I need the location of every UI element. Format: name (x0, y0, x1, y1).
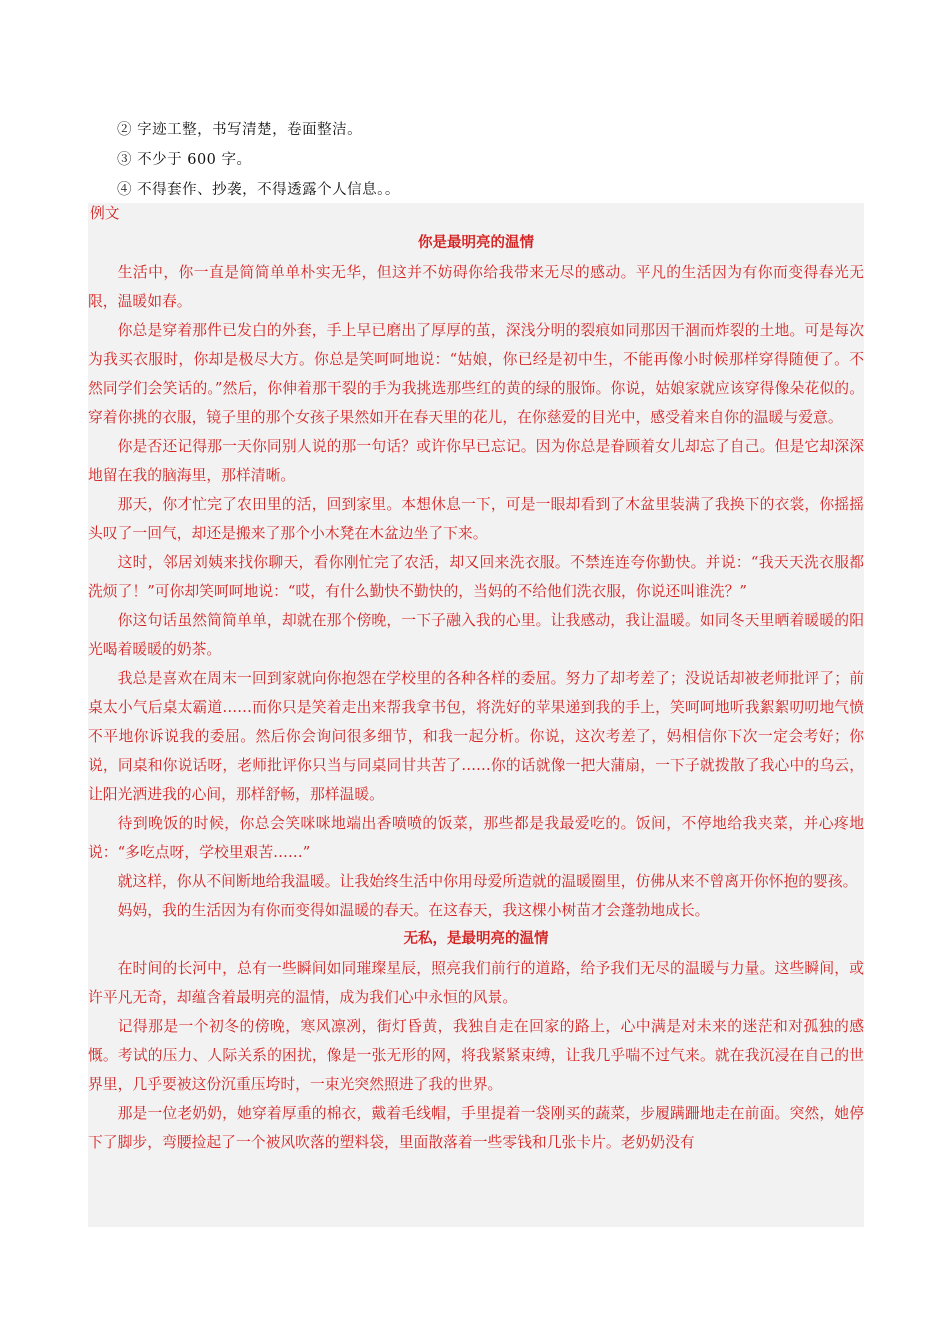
sample-essay-label: 例文 (90, 205, 120, 222)
essay-paragraph: 你总是穿着那件已发白的外套，手上早已磨出了厚厚的茧，深浅分明的裂痕如同那因干涸而炸裂的土地。可是每次为我买衣服时，你却是极尽大方。你总是笑呵呵地说：“姑娘，你已经是初中生，不能再像小时候那样穿得随便了。不然同学们会笑话的。”然后，你伸着那干裂的手为我挑选那些红的黄的绿的服饰。你说，姑娘家就应该穿得像朵花似的。穿着你挑的衣服，镜子里的那个女孩子果然如开在春天里的花儿，在你慈爱的目光中，感受着来自你的温暖与爱意。 (88, 322, 864, 426)
essay-paragraph: 妈妈，我的生活因为有你而变得如温暖的春天。在这春天，我这棵小树苗才会蓬勃地成长。 (117, 902, 710, 919)
essay-paragraph: 那是一位老奶奶，她穿着厚重的棉衣，戴着毛线帽，手里提着一袋刚买的蔬菜，步履蹒跚地走在前面。突然，她停下了脚步，弯腰捡起了一个被风吹落的塑料袋，里面散落着一些零钱和几张卡片。老奶奶没有 (88, 1105, 864, 1151)
essay-title: 你是最明亮的温情 (418, 235, 534, 251)
sample-essay-box (88, 203, 864, 1227)
essay-paragraph: 就这样，你从不间断地给我温暖。让我始终生活中你用母爱所造就的温暖圈里，仿佛从来不曾离开你怀抱的婴孩。 (117, 873, 858, 890)
essay-paragraph: 你这句话虽然简简单单，却就在那个傍晚，一下子融入我的心里。让我感动，我让温暖。如同冬天里晒着暖暖的阳光喝着暖暖的奶茶。 (88, 612, 864, 658)
essay-paragraph: 记得那是一个初冬的傍晚，寒风凛冽，街灯昏黄，我独自走在回家的路上，心中满是对未来的迷茫和对孤独的感慨。考试的压力、人际关系的困扰，像是一张无形的网，将我紧紧束缚，让我几乎喘不过气来。就在我沉浸在自己的世界里，几乎要被这份沉重压垮时，一束光突然照进了我的世界。 (88, 1018, 864, 1093)
essay-paragraph: 在时间的长河中，总有一些瞬间如同璀璨星辰，照亮我们前行的道路，给予我们无尽的温暖与力量。这些瞬间，或许平凡无奇，却蕴含着最明亮的温情，成为我们心中永恒的风景。 (88, 960, 864, 1006)
essay-title: 无私，是最明亮的温情 (403, 931, 549, 947)
essay-paragraph: 我总是喜欢在周末一回到家就向你抱怨在学校里的各种各样的委屈。努力了却考差了；没说话却被老师批评了；前桌太小气后桌太霸道……而你只是笑着走出来帮我拿书包，将洗好的苹果递到我的手上，笑呵呵地听我絮絮叨叨地气愤不平地你诉说我的委屈。然后你会询问很多细节，和我一起分析。你说，这次考差了，妈相信你下次一定会考好；你说，同桌和你说话呀，老师批评你只当与同桌同甘共苦了……你的话就像一把大蒲扇，一下子就拨散了我心中的乌云，让阳光洒进我的心间，那样舒畅，那样温暖。 (88, 670, 864, 803)
essay-paragraph: 你是否还记得那一天你同别人说的那一句话？或许你早已忘记。因为你总是眷顾着女儿却忘了自己。但是它却深深地留在我的脑海里，那样清晰。 (88, 438, 864, 484)
requirement-item: ④ 不得套作、抄袭，不得透露个人信息。。 (117, 182, 400, 198)
essay-paragraph: 生活中，你一直是简简单单朴实无华，但这并不妨碍你给我带来无尽的感动。平凡的生活因为有你而变得春光无限，温暖如春。 (88, 264, 864, 310)
essay-paragraph: 这时，邻居刘姨来找你聊天，看你刚忙完了农活，却又回来洗衣服。不禁连连夸你勤快。并说：“我天天洗衣服都洗烦了！”可你却笑呵呵地说：“哎，有什么勤快不勤快的，当妈的不给他们洗衣服，你说还叫谁洗？” (88, 554, 864, 600)
requirement-item: ② 字迹工整，书写清楚，卷面整洁。 (117, 122, 363, 138)
essay-paragraph: 待到晚饭的时候，你总会笑咪咪地端出香喷喷的饭菜，那些都是我最爱吃的。饭间，不停地给我夹菜，并心疼地说：“多吃点呀，学校里艰苦……” (88, 815, 864, 861)
essay-paragraph: 那天，你才忙完了农田里的活，回到家里。本想休息一下，可是一眼却看到了木盆里装满了我换下的衣裳，你摇摇头叹了一回气，却还是搬来了那个小木凳在木盆边坐了下来。 (88, 496, 864, 542)
requirement-item: ③ 不少于 600 字。 (117, 152, 252, 168)
